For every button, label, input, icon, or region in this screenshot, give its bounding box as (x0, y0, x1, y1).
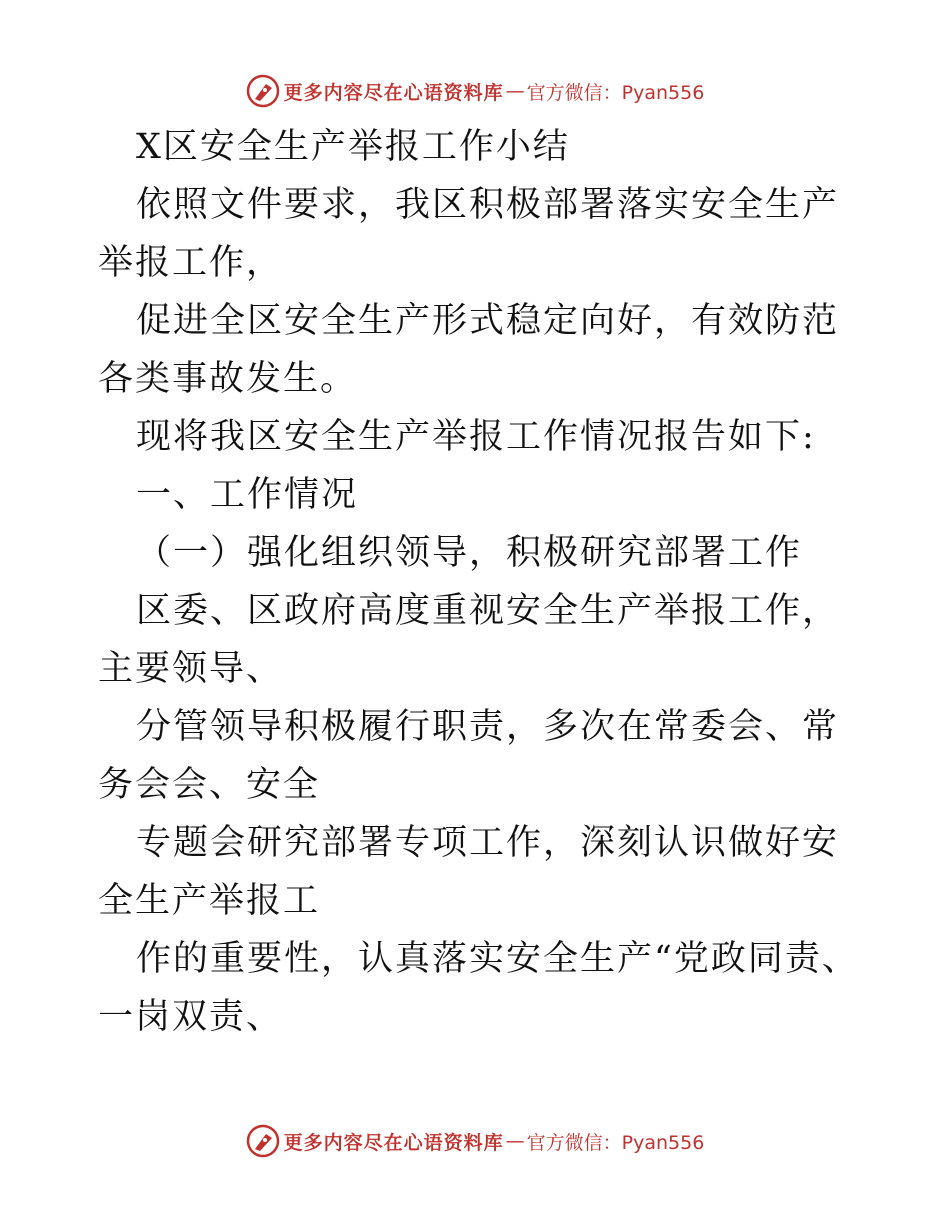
paragraph: 现将我区安全生产举报工作情况报告如下: (136, 417, 816, 457)
banner-account: 官方微信：Pyan556 (526, 81, 705, 104)
paragraph: 作的重要性，认真落实安全生产“党政同责、一岗双责、 (98, 939, 859, 1037)
subsection-heading: （一）强化组织领导，积极研究部署工作 (136, 533, 803, 573)
banner-separator: — (505, 80, 525, 102)
banner-text: 更多内容尽在心语资料库 (283, 81, 504, 104)
paragraph: 促进全区安全生产形式稳定向好，有效防范各类事故发生。 (98, 301, 840, 399)
document-body (98, 118, 868, 1046)
section-heading: 一、工作情况 (136, 475, 359, 515)
banner-account: 官方微信：Pyan556 (526, 1131, 705, 1154)
banner-separator: — (505, 1130, 525, 1152)
pen-nib-logo-icon (246, 1124, 280, 1158)
paragraph: 分管领导积极履行职责，多次在常委会、常务会会、安全 (98, 707, 840, 805)
pen-nib-logo-icon (246, 74, 280, 108)
banner-text: 更多内容尽在心语资料库 (283, 1131, 504, 1154)
header-banner (0, 71, 950, 111)
paragraph: 专题会研究部署专项工作，深刻认识做好安全生产举报工 (98, 823, 840, 921)
footer-banner (0, 1121, 950, 1161)
document-title: X区安全生产举报工作小结 (136, 127, 570, 167)
paragraph: 区委、区政府高度重视安全生产举报工作，主要领导、 (98, 591, 840, 689)
paragraph: 依照文件要求，我区积极部署落实安全生产举报工作， (98, 185, 840, 283)
